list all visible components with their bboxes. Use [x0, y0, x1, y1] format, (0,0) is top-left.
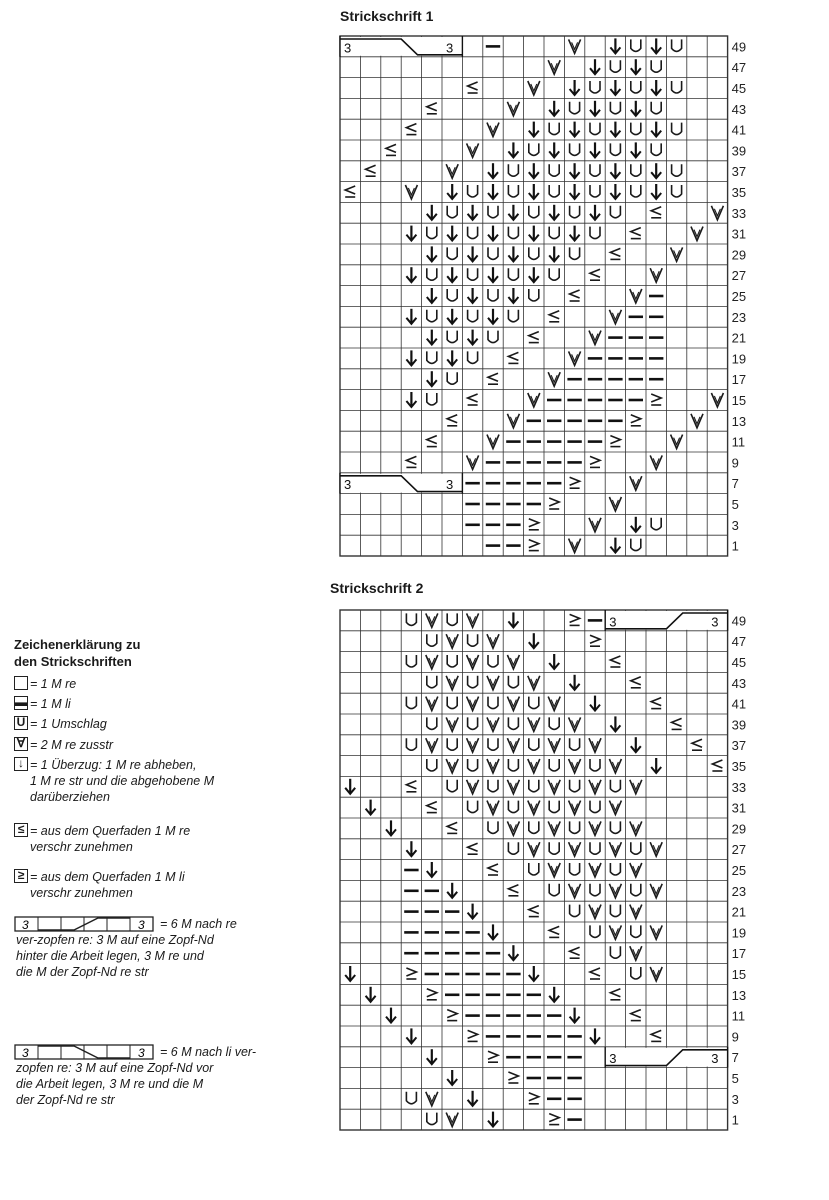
- legend-item-yarnover: [14, 716, 107, 732]
- row-number-label: 25: [731, 863, 747, 878]
- legend-item-text: = 1 M li: [30, 697, 71, 711]
- legend-item-text: = aus dem Querfaden 1 M li verschr zunehmen: [30, 870, 185, 900]
- row-number-label: 49: [731, 613, 747, 629]
- cable-count-left: 3: [344, 40, 352, 56]
- cable-count-right: 3: [446, 477, 454, 493]
- row-number-label: 43: [731, 675, 747, 691]
- cable-crossing: [340, 473, 462, 494]
- yarnover-symbol-icon: U: [14, 716, 28, 730]
- k2tog-symbol-icon: ∀: [14, 737, 28, 751]
- knit-symbol-icon: [14, 676, 28, 690]
- row-number-label: 1: [731, 538, 739, 554]
- row-number-label: 47: [731, 60, 747, 76]
- cable-count-left: 3: [609, 614, 617, 630]
- row-number-label: 5: [731, 497, 739, 512]
- row-number-label: 3: [731, 517, 739, 533]
- legend-item-text: = 1 Umschlag: [30, 717, 107, 731]
- row-number-label: 3: [731, 1091, 739, 1107]
- legend-item-text: = 6 M nach re: [160, 917, 237, 931]
- increase-knit-symbol-icon: ≤: [14, 823, 28, 837]
- row-number-label: 23: [731, 309, 747, 325]
- row-number-label: 33: [731, 205, 747, 221]
- cable-crossing: [605, 610, 727, 631]
- legend-item-text: = aus dem Querfaden 1 M re verschr zunehmen: [30, 824, 191, 854]
- legend-item-purl: [14, 696, 71, 712]
- row-number-label: 29: [731, 821, 747, 837]
- row-number-label: 45: [731, 655, 747, 670]
- row-number-label: 11: [731, 434, 746, 450]
- knitting-chart-2: [330, 610, 810, 1135]
- row-number-label: 7: [731, 476, 739, 492]
- cable-count-left: 3: [22, 1046, 29, 1060]
- legend-item-decrease: [14, 757, 214, 805]
- row-number-label: 19: [731, 925, 747, 941]
- row-number-label: 9: [731, 1029, 739, 1045]
- legend-item-description: ver-zopfen re: 3 M auf eine Zopf-Nd hinter die Arbeit legen, 3 M re und die M der Zopf-Nd re str: [16, 933, 214, 979]
- row-number-label: 13: [731, 413, 747, 429]
- legend-item-k2tog: [14, 737, 113, 753]
- legend-item-increase-purl: [14, 869, 185, 901]
- cable-count-left: 3: [344, 477, 352, 493]
- row-number-label: 9: [731, 455, 739, 471]
- cable-crossing: [340, 36, 462, 57]
- row-number-label: 43: [731, 101, 747, 117]
- legend-item-increase-knit: [14, 823, 190, 855]
- decrease-arrow-icon: ↓: [14, 757, 28, 771]
- row-number-label: 27: [731, 842, 747, 858]
- purl-symbol-icon: ▬: [15, 695, 27, 709]
- cable-count-left: 3: [609, 1051, 617, 1067]
- legend-title: Zeichenerklärung zu den Strickschriften: [14, 637, 141, 669]
- row-number-label: 49: [731, 39, 747, 55]
- cable-crossing: [605, 1047, 727, 1068]
- row-number-label: 45: [731, 81, 747, 96]
- row-number-label: 37: [731, 164, 747, 180]
- cable-right-symbol-icon: [14, 916, 154, 932]
- legend-item-description: zopfen re: 3 M auf eine Zopf-Nd vor die Arbeit legen, 3 M re und die M der Zopf-Nd re str: [16, 1061, 214, 1107]
- row-number-label: 1: [731, 1112, 739, 1128]
- row-number-label: 33: [731, 779, 747, 795]
- row-number-label: 5: [731, 1071, 739, 1086]
- cable-count-left: 3: [22, 918, 29, 932]
- row-number-label: 41: [731, 122, 747, 138]
- legend-item-text: = 6 M nach li ver-: [160, 1045, 256, 1059]
- row-number-label: 15: [731, 967, 747, 982]
- row-number-label: 31: [731, 800, 747, 816]
- chart-2-title: Strickschrift 2: [330, 580, 424, 596]
- row-number-label: 25: [731, 289, 747, 304]
- row-number-label: 35: [731, 759, 747, 774]
- legend-item-text: = 2 M re zusstr: [30, 738, 114, 752]
- knitting-chart-1: [330, 36, 810, 564]
- row-number-label: 21: [731, 904, 747, 920]
- row-number-label: 15: [731, 393, 747, 408]
- cable-count-right: 3: [711, 614, 719, 630]
- chart-1-title: Strickschrift 1: [340, 8, 434, 24]
- row-number-label: 39: [731, 717, 747, 733]
- row-number-label: 7: [731, 1050, 739, 1066]
- legend-item-knit: [14, 676, 76, 692]
- row-number-label: 37: [731, 738, 747, 754]
- row-number-label: 41: [731, 696, 747, 712]
- row-number-label: 17: [731, 946, 747, 962]
- legend-item-cable-right: [14, 916, 237, 980]
- row-number-label: 13: [731, 987, 747, 1003]
- row-number-label: 21: [731, 330, 747, 346]
- cable-count-right: 3: [446, 40, 454, 56]
- cable-count-right: 3: [711, 1051, 719, 1067]
- legend-item-text: = 1 M re: [30, 677, 77, 691]
- row-number-label: 17: [731, 372, 747, 388]
- row-number-label: 23: [731, 883, 747, 899]
- row-number-label: 27: [731, 268, 747, 284]
- row-number-label: 31: [731, 226, 747, 242]
- row-number-label: 29: [731, 247, 747, 263]
- cable-left-symbol-icon: [14, 1044, 154, 1060]
- legend-item-text: = 1 Überzug: 1 M re abheben, 1 M re str und die abgehobene M darüberziehen: [30, 758, 215, 804]
- cable-count-right: 3: [138, 1046, 145, 1060]
- row-number-label: 47: [731, 634, 747, 650]
- row-number-label: 11: [731, 1008, 746, 1024]
- row-number-label: 39: [731, 143, 747, 159]
- increase-purl-symbol-icon: ≥: [14, 869, 28, 883]
- legend-item-cable-left: [14, 1044, 256, 1108]
- row-number-label: 19: [731, 351, 747, 367]
- cable-count-right: 3: [138, 918, 145, 932]
- row-number-label: 35: [731, 185, 747, 200]
